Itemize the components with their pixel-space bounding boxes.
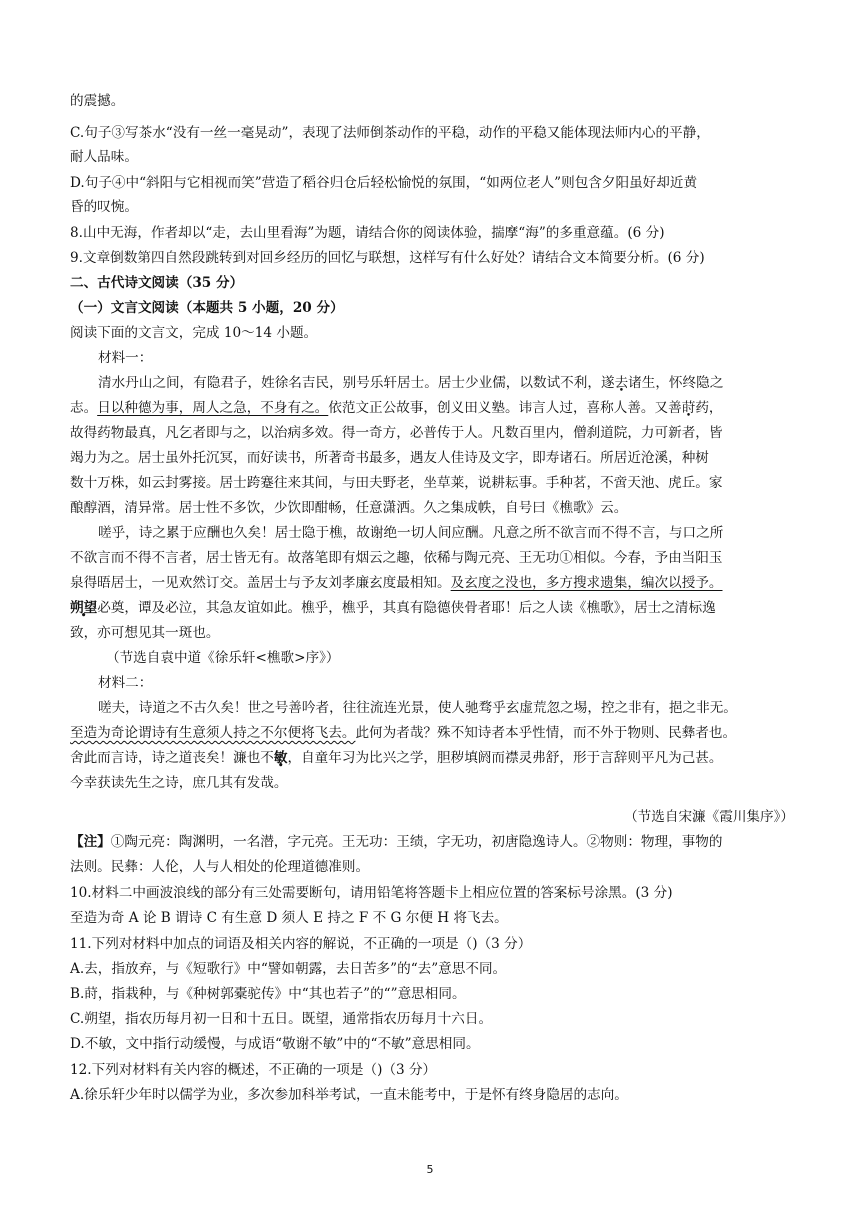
material-1-label: 材料一： xyxy=(98,350,153,366)
underlined-sentence: 日以种德为事，周人之急，不身有之。 xyxy=(97,400,329,416)
dotted-word: 莳 xyxy=(681,400,696,416)
question-9: 9.文章倒数第四自然段跳转到对回乡经历的回忆与联想，这样写有什么好处？请结合文本简要分析。(6 分) xyxy=(70,250,705,266)
passage-line: 酿醇酒，清异常。居士性不多饮，少饮即酣畅，任意潇洒。久之集成帙，自号曰《樵歌》云。 xyxy=(70,500,628,516)
passage-line: 朔望必奠，谭及必泣，其急友谊如此。樵乎，樵乎，其真有隐德侠骨者耶！后之人读《樵歌》，居士之清标逸 xyxy=(70,600,716,616)
dotted-word: 去 xyxy=(614,375,629,391)
wavy-underlined-sentence: 至造为奇论谓诗有生意须人持之不尔便将飞去。 xyxy=(70,725,356,741)
option-b: B.莳，指栽种，与《种树郭橐驼传》中“其也若子”的“”意思相同。 xyxy=(70,986,466,1002)
passage-line: 今幸获读先生之诗，庶几其有发哉。 xyxy=(70,775,288,791)
underlined-sentence: 及玄度之没也，多方搜求遗集，编次以授予。 xyxy=(450,575,723,591)
material-2-label: 材料二： xyxy=(98,675,153,691)
option-d-line: D.句子④中“斜阳与它相视而笑”营造了稻谷归仓后轻松愉悦的氛围，“如两位老人”则包含夕阳虽好却近黄 xyxy=(70,175,698,191)
passage-line: 舍此而言诗，诗之道丧矣！濂也不敏，自童年习为比兴之学，胆秽填阏而襟灵弗舒，形于言辞则平凡为己甚。 xyxy=(70,750,723,766)
passage-line: 泉得晤居士，一见欢然订交。盖居士与予友刘孝廉玄度最相知。及玄度之没也，多方搜求遗集，编次以授予。 xyxy=(70,575,723,591)
passage-line: 嗟乎，诗之累于应酬也久矣！居士隐于樵，故谢绝一切人间应酬。凡意之所不欲言而不得不言，与口之所 xyxy=(98,525,724,541)
passage-line: 竭力为之。居士虽外托沉冥，而好读书，所著奇书最多，遇友人佳诗及文字，即寿诸石。所居近沧溪，种树 xyxy=(70,450,709,466)
source-citation: （节选自宋濂《霞川集序》） xyxy=(624,809,794,825)
dotted-word: 朔望 xyxy=(70,600,98,616)
text-line: 耐人品味。 xyxy=(70,149,138,165)
question-8: 8.山中无海，作者却以“走，去山里看海”为题，请结合你的阅读体验，揣摩“海”的多重意蕴。(6 分) xyxy=(70,225,665,241)
passage-line: 致，亦可想见其一斑也。 xyxy=(70,625,220,641)
page-number: 5 xyxy=(426,1163,434,1176)
text-line: 的震撼。 xyxy=(70,93,125,109)
annotation: 法则。民彝：人伦，人与人相处的伦理道德准则。 xyxy=(70,859,370,875)
question-11: 11.下列对材料中加点的词语及相关内容的解说，不正确的一项是（)（3 分） xyxy=(70,936,532,952)
option-a: A.徐乐轩少年时以儒学为业，多次参加科举考试，一直未能考中，于是怀有终身隐居的志向。 xyxy=(70,1087,628,1103)
passage-line: 不欲言而不得不言者，居士皆无有。故落笔即有烟云之趣，依稀与陶元亮、王无功①相似。今春，予由当阳玉 xyxy=(70,550,723,566)
annotation: 【注】①陶元亮：陶渊明，一名潜，字元亮。王无功：王绩，字无功，初唐隐逸诗人。②物则：物理，事物的 xyxy=(70,834,723,850)
section-heading: 二、古代诗文阅读（35 分） xyxy=(70,275,244,291)
question-10: 10.材料二中画波浪线的部分有三处需要断句，请用铅笔将答题卡上相应位置的答案标号涂黑。(3 分) xyxy=(70,885,673,901)
reading-instruction: 阅读下面的文言文，完成 10～14 小题。 xyxy=(70,325,318,341)
dotted-word: 敏 xyxy=(273,750,288,766)
subsection-heading: （一）文言文阅读（本题共 5 小题，20 分） xyxy=(70,300,344,316)
passage-line: 至造为奇论谓诗有生意须人持之不尔便将飞去。此何为者哉？殊不知诗者本乎性情，而不外于物则、民彝者也。 xyxy=(70,725,737,741)
question-10-text: 至造为奇 A 论 B 谓诗 C 有生意 D 须人 E 持之 F 不 G 尔便 H 将飞去。 xyxy=(70,910,508,926)
text-line: 昏的叹惋。 xyxy=(70,199,138,215)
passage-line: 故得药物最真，凡乞者即与之，以治病多效。得一奇方，必普传于人。凡数百里内，僧刹道院，力可新者，皆 xyxy=(70,425,723,441)
passage-line: 志。日以种德为事，周人之急，不身有之。依范文正公故事，创义田义塾。讳言人过，喜称人善。又善莳药， xyxy=(70,400,723,416)
passage-line: 数十万株，如云封雾接。居士跨蹇往来其间，与田夫野老，坐草莱，说耕耘事。手种茗，不啻天池、虎丘。家 xyxy=(70,475,723,491)
passage-line: 嗟夫，诗道之不古久矣！世之号善吟者，往往流连光景，使人驰骛乎玄虚荒忽之埸，控之非有，挹之非无。 xyxy=(98,700,737,716)
question-12: 12.下列对材料有关内容的概述，不正确的一项是（)（3 分） xyxy=(70,1062,437,1078)
passage-line: 清水丹山之间，有隐君子，姓徐名吉民，别号乐轩居士。居士少业儒，以数试不利，遂去诸生，怀终隐之 xyxy=(98,375,724,391)
source-citation: （节选自袁中道《徐乐轩<樵歌>序》） xyxy=(106,650,340,666)
option-c-line: C.句子③写茶水“没有一丝一毫晃动”，表现了法师倒茶动作的平稳，动作的平稳又能体现法师内心的平静， xyxy=(70,125,710,141)
option-d: D.不敏，文中指行动缓慢，与成语“敬谢不敏”中的“不敏”意思相同。 xyxy=(70,1036,480,1052)
option-c: C.朔望，指农历每月初一日和十五日。既望，通常指农历每月十六日。 xyxy=(70,1011,493,1027)
option-a: A.去，指放弃，与《短歌行》中“譬如朝露，去日苦多”的“去”意思不同。 xyxy=(70,961,507,977)
